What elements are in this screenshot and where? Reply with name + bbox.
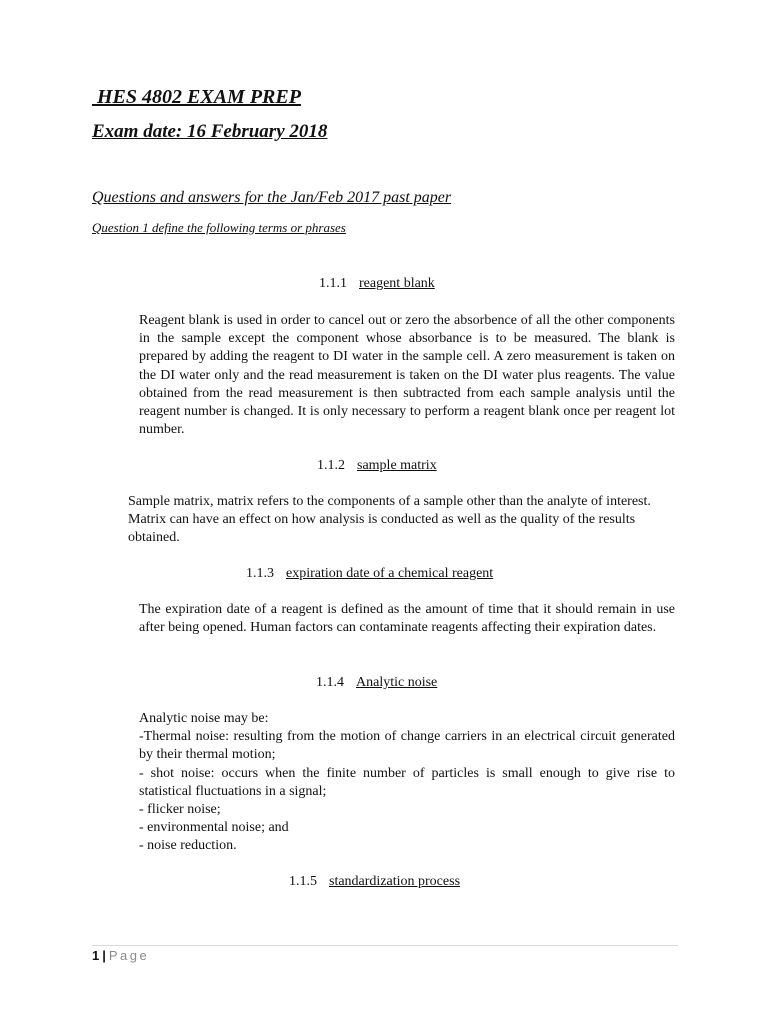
footer-divider xyxy=(92,945,678,946)
section-label: Analytic noise xyxy=(356,675,438,690)
section-paragraph xyxy=(128,493,676,548)
section-number: 1.1.4 xyxy=(316,675,344,690)
document-subtitle: Questions and answers for the Jan/Feb 2017 past paper xyxy=(92,189,452,206)
paragraph-line: Sample matrix, matrix refers to the components of a sample other than the analyte of interest. Matrix can have an effect on how analysis is conducted as well as the quality of the results obtained. xyxy=(128,494,651,546)
section-number: 1.1.3 xyxy=(246,566,274,581)
section-heading xyxy=(316,675,437,691)
question-line: Question 1 define the following terms or phrases xyxy=(92,220,346,235)
section-number: 1.1.1 xyxy=(319,276,347,291)
section-paragraph xyxy=(139,312,675,439)
section-label: expiration date of a chemical reagent xyxy=(286,566,494,581)
section-heading xyxy=(246,566,493,582)
document-title: HES 4802 EXAM PREP xyxy=(92,86,301,108)
paragraph-line: - shot noise: occurs when the finite number of particles is small enough to give rise to statistical fluctuations in a signal; xyxy=(139,765,675,799)
section-number: 1.1.2 xyxy=(317,458,345,473)
section-label: standardization process xyxy=(329,874,461,889)
page-number: 1 xyxy=(92,948,100,963)
paragraph-line: - environmental noise; and xyxy=(139,820,289,836)
paragraph-line: - flicker noise; xyxy=(139,802,221,818)
page-footer xyxy=(92,948,149,963)
section-heading xyxy=(289,874,460,890)
section-paragraph xyxy=(139,601,675,637)
paragraph-line: The expiration date of a reagent is defined as the amount of time that it should remain in use after being opened. Human factors can contaminate reagents affecting their expiration dates. xyxy=(139,602,675,636)
section-paragraph xyxy=(139,710,675,856)
paragraph-line: Analytic noise may be: xyxy=(139,711,269,726)
page-word: Page xyxy=(108,948,150,963)
paragraph-line: - noise reduction. xyxy=(139,838,237,854)
section-label: sample matrix xyxy=(357,458,437,473)
section-heading xyxy=(319,276,435,292)
exam-date: Exam date: 16 February 2018 xyxy=(92,121,328,142)
paragraph-line: Reagent blank is used in order to cancel out or zero the absorbence of all the other components in the sample except the component whose absorbance is to be measured. The blank is prepared by adding the reagent to DI water in the sample cell. A zero measurement is taken on the DI water only and the read measurement is taken on the DI water plus reagents. The value obtained from the read measurement is then subtracted from each sample analysis until the reagent number is changed. It is only necessary to perform a reagent blank once per reagent lot number. xyxy=(139,313,675,438)
section-heading xyxy=(317,458,437,474)
section-label: reagent blank xyxy=(359,276,435,291)
section-number: 1.1.5 xyxy=(289,874,317,889)
paragraph-line: -Thermal noise: resulting from the motion of change carriers in an electrical circuit generated by their thermal motion; xyxy=(139,729,675,763)
footer-separator: | xyxy=(102,948,106,963)
